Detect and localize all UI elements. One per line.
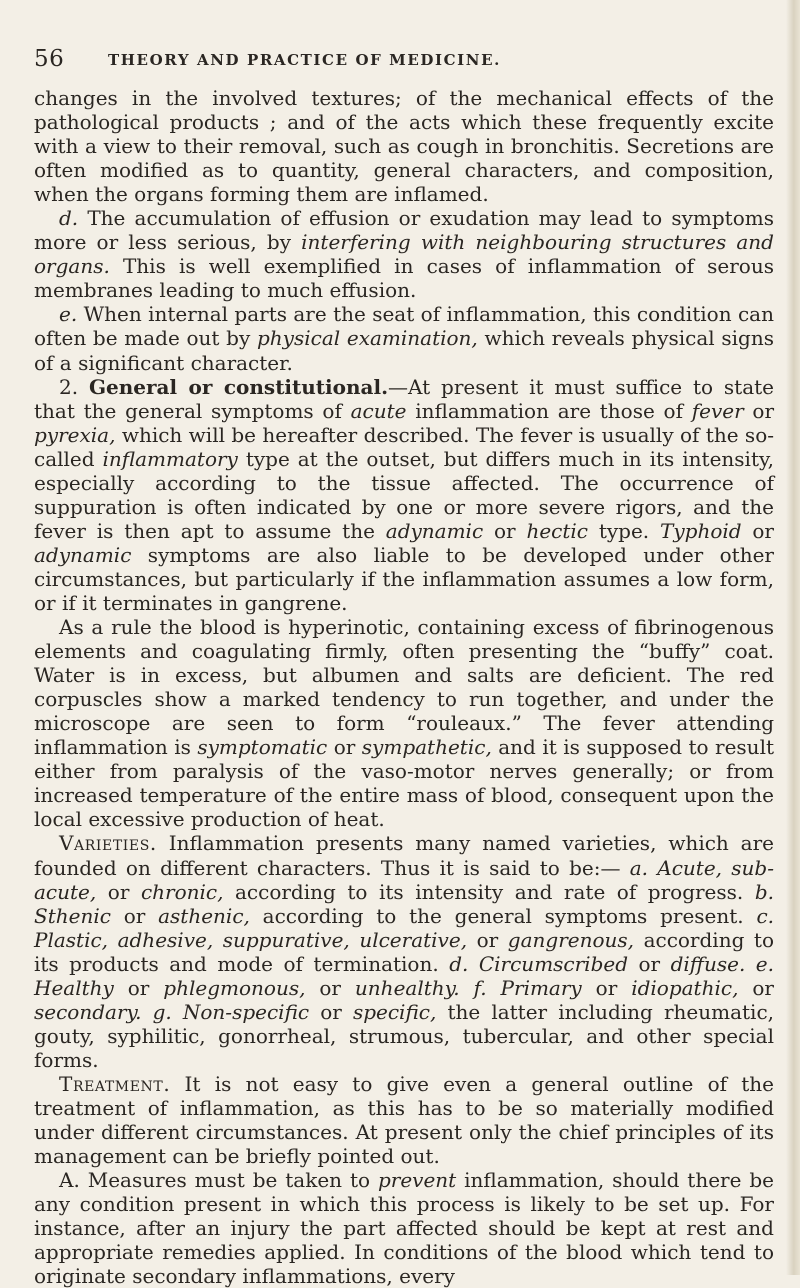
italic-run: asthenic,: [158, 903, 250, 928]
text-run: This is well exemplified in cases of inflammation of serous membranes leading to much effusion.: [34, 254, 774, 303]
text-run: which reveals physical signs of a significant character.: [34, 326, 774, 375]
paragraph-varieties: [34, 831, 774, 1071]
text-run: or: [581, 975, 632, 1000]
text-run: the latter including rheumatic, gouty, syphilitic, gonorrheal, strumous, tubercular, and other special forms.: [34, 999, 774, 1072]
italic-run: sympathetic,: [361, 735, 492, 760]
text-run: When internal parts are the seat of inflammation, this condition can often be made out by: [34, 302, 774, 351]
italic-run: interfering with neighbouring structures and organs.: [34, 230, 774, 279]
item-label: A.: [59, 1168, 80, 1193]
text-run: or: [738, 975, 774, 1000]
italic-run: acute: [350, 398, 407, 423]
italic-run: fever: [691, 398, 744, 423]
text-run: The accumulation of effusion or exudation may lead to symptoms more or less serious, by: [34, 206, 774, 255]
running-head: THEORY AND PRACTICE OF MEDICINE.: [108, 51, 501, 69]
italic-run: c. Plastic, adhesive, suppurative, ulcerative,: [34, 903, 774, 952]
italic-run: secondary. g. Non-specific: [34, 999, 310, 1024]
text-run: or: [309, 999, 353, 1024]
text-run: and it is supposed to result either from paralysis of the vaso-motor nerves generally; or from increased temperature of the entire mass of blood, consequent upon the local excessive production of heat.: [34, 735, 774, 832]
text-run: according to the general symptoms present.: [249, 903, 757, 928]
text-run: type.: [588, 518, 660, 543]
italic-run: chronic,: [140, 879, 224, 904]
text-run: or: [305, 975, 355, 1000]
text-run: It is not easy to give even a general outline of the treatment of inflammation, as this has to be so materially modified under different circumstances. At present only the chief principles of its management can be briefly pointed out.: [34, 1071, 774, 1169]
text-run: which will be hereafter described. The fever is usually of the so-called: [34, 422, 774, 471]
italic-run: adynamic: [385, 518, 484, 543]
text-run: or: [467, 927, 508, 952]
text-run: or: [110, 903, 159, 928]
text-run: inflammation are those of: [406, 398, 692, 423]
body-text: [34, 86, 774, 1288]
section-number: 2.: [59, 374, 79, 399]
paragraph-text: changes in the involved textures; of the mechanical effects of the pathological products ; and of the acts which these frequently excite with a view to their removal, such as cough in bronchitis. Secretions are often modified as to quantity, general characters, and composition, when the organs forming them are inflamed.: [34, 86, 774, 207]
text-run: or: [743, 398, 775, 423]
item-label: d.: [59, 206, 79, 231]
italic-run: idiopathic,: [631, 975, 739, 1000]
text-run: or: [327, 735, 362, 760]
italic-run: prevent: [377, 1168, 457, 1193]
italic-run: diffuse. e. Healthy: [34, 951, 774, 1000]
text-run: or: [628, 951, 671, 976]
paragraph-blood: [34, 615, 774, 831]
italic-run: symptomatic: [197, 735, 328, 760]
page-number: 56: [34, 46, 65, 72]
italic-run: phlegmonous,: [163, 975, 306, 1000]
item-label: e.: [59, 302, 78, 327]
italic-run: inflammatory: [102, 446, 238, 471]
paragraph-e: [34, 302, 774, 374]
paragraph-treatment: [34, 1072, 774, 1168]
page-edge-shadow: [786, 0, 800, 1275]
text-run: Inflammation presents many named varieties, which are founded on different characters. Thus it is said to be:—: [34, 831, 774, 880]
text-run: according to its intensity and rate of progress.: [223, 879, 755, 904]
paragraph-a: [34, 1168, 774, 1288]
section-heading: Treatment.: [59, 1071, 171, 1096]
italic-run: Typhoid: [660, 518, 742, 543]
text-run: according to its products and mode of termination.: [34, 927, 775, 976]
italic-run: b. Sthenic: [34, 879, 774, 928]
text-run: or: [113, 975, 164, 1000]
text-run: —At present it must suffice to state that the general symptoms of: [34, 374, 774, 423]
paragraph-general-constitutional: [34, 375, 774, 615]
section-heading: Varieties.: [59, 831, 157, 856]
section-heading: General or constitutional.: [88, 374, 389, 399]
italic-run: physical examination,: [256, 326, 478, 351]
italic-run: d. Circumscribed: [449, 951, 629, 976]
text-run: or: [96, 879, 141, 904]
text-run: As a rule the blood is hyperinotic, containing excess of fibrinogenous elements and coagulating firmly, often presenting the “buffy” coat. Water is in excess, but albumen and salts are deficient. The red corpuscles show a marked tendency to run together, and under the microscope are seen to form “rouleaux.” The fever attending inflammation is: [34, 615, 774, 760]
italic-run: unhealthy. f. Primary: [354, 975, 582, 1000]
text-run: Measures must be taken to: [79, 1168, 378, 1193]
text-run: or: [483, 518, 527, 543]
text-run: or: [741, 518, 774, 543]
paragraph-d: [34, 206, 774, 302]
text-run: symptoms are also liable to be developed under other circumstances, but particularly if the inflammation assumes a low form, or if it terminates in gangrene.: [34, 542, 774, 615]
text-run: inflammation, should there be any condition present in which this process is likely to be set up. For instance, after an injury the part affected should be kept at rest and appropriate remedies applied. In conditions of the blood which tend to originate secondary inflammations, every: [34, 1168, 774, 1288]
italic-run: pyrexia,: [34, 422, 116, 447]
paragraph-1: [34, 86, 774, 206]
italic-run: specific,: [352, 999, 437, 1024]
text-run: type at the outset, but differs much in its intensity, especially according to the tissue affected. The occurrence of suppuration is often indicated by one or more severe rigors, and the fever is then apt to assume the: [34, 446, 774, 543]
italic-run: adynamic: [34, 542, 132, 567]
italic-run: hectic: [526, 518, 588, 543]
italic-run: gangrenous,: [507, 927, 635, 952]
italic-run: a. Acute, sub-acute,: [34, 855, 774, 904]
page-header: [34, 46, 774, 78]
